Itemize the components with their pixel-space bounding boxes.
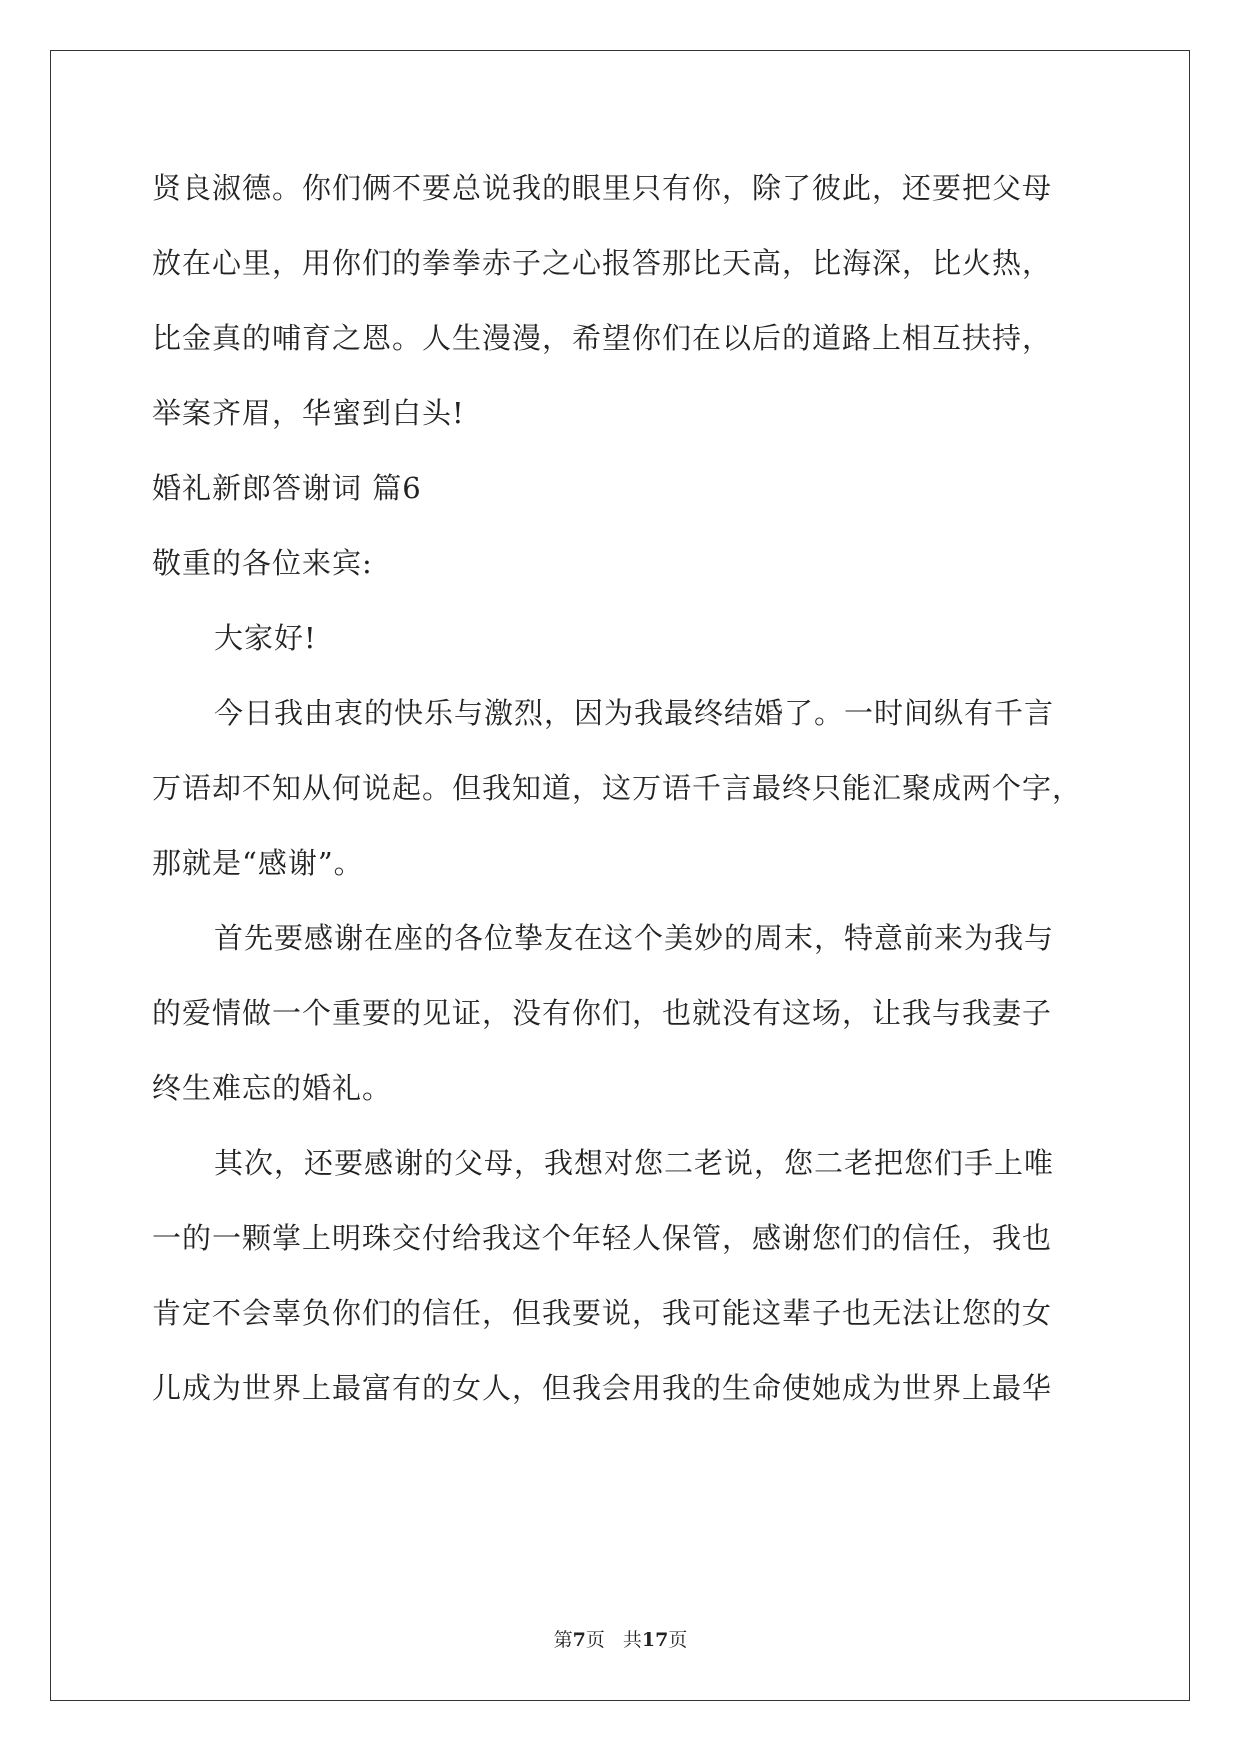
text-line: 终生难忘的婚礼。 bbox=[152, 1071, 393, 1105]
text-line: 贤良淑德。你们俩不要总说我的眼里只有你，除了彼此，还要把父母 bbox=[152, 171, 1053, 205]
text-line: 万语却不知从何说起。但我知道，这万语千言最终只能汇聚成两个字， bbox=[152, 771, 1083, 805]
section-heading: 婚礼新郎答谢词 篇6 bbox=[152, 471, 422, 505]
text-line: 今日我由衷的快乐与激烈，因为我最终结婚了。一时间纵有千言 bbox=[214, 696, 1055, 730]
salutation: 敬重的各位来宾: bbox=[152, 546, 373, 580]
text-line: 比金真的哺育之恩。人生漫漫，希望你们在以后的道路上相互扶持， bbox=[152, 321, 1053, 355]
text-line: 放在心里，用你们的拳拳赤子之心报答那比天高，比海深，比火热， bbox=[152, 246, 1053, 280]
total-page-number: 17 bbox=[641, 1629, 669, 1651]
text-line: 举案齐眉，华蜜到白头! bbox=[152, 396, 465, 430]
current-page-number: 7 bbox=[572, 1629, 586, 1651]
text-line: 首先要感谢在座的各位挚友在这个美妙的周末，特意前来为我与 bbox=[214, 921, 1055, 955]
footer-total-suffix: 页 bbox=[668, 1629, 688, 1651]
text-line: 儿成为世界上最富有的女人，但我会用我的生命使她成为世界上最华 bbox=[152, 1371, 1053, 1405]
footer-page-suffix: 页 bbox=[585, 1629, 605, 1651]
text-line: 肯定不会辜负你们的信任，但我要说，我可能这辈子也无法让您的女 bbox=[152, 1296, 1053, 1330]
page-footer bbox=[0, 1628, 1241, 1652]
text-line: 一的一颗掌上明珠交付给我这个年轻人保管，感谢您们的信任，我也 bbox=[152, 1221, 1053, 1255]
text-line: 其次，还要感谢的父母，我想对您二老说，您二老把您们手上唯 bbox=[214, 1146, 1055, 1180]
footer-prefix: 第 bbox=[553, 1629, 573, 1651]
text-line: 的爱情做一个重要的见证，没有你们，也就没有这场，让我与我妻子 bbox=[152, 996, 1053, 1030]
text-line: 那就是“感谢”。 bbox=[152, 846, 364, 880]
greeting: 大家好! bbox=[214, 621, 317, 655]
footer-total-prefix: 共 bbox=[622, 1629, 642, 1651]
